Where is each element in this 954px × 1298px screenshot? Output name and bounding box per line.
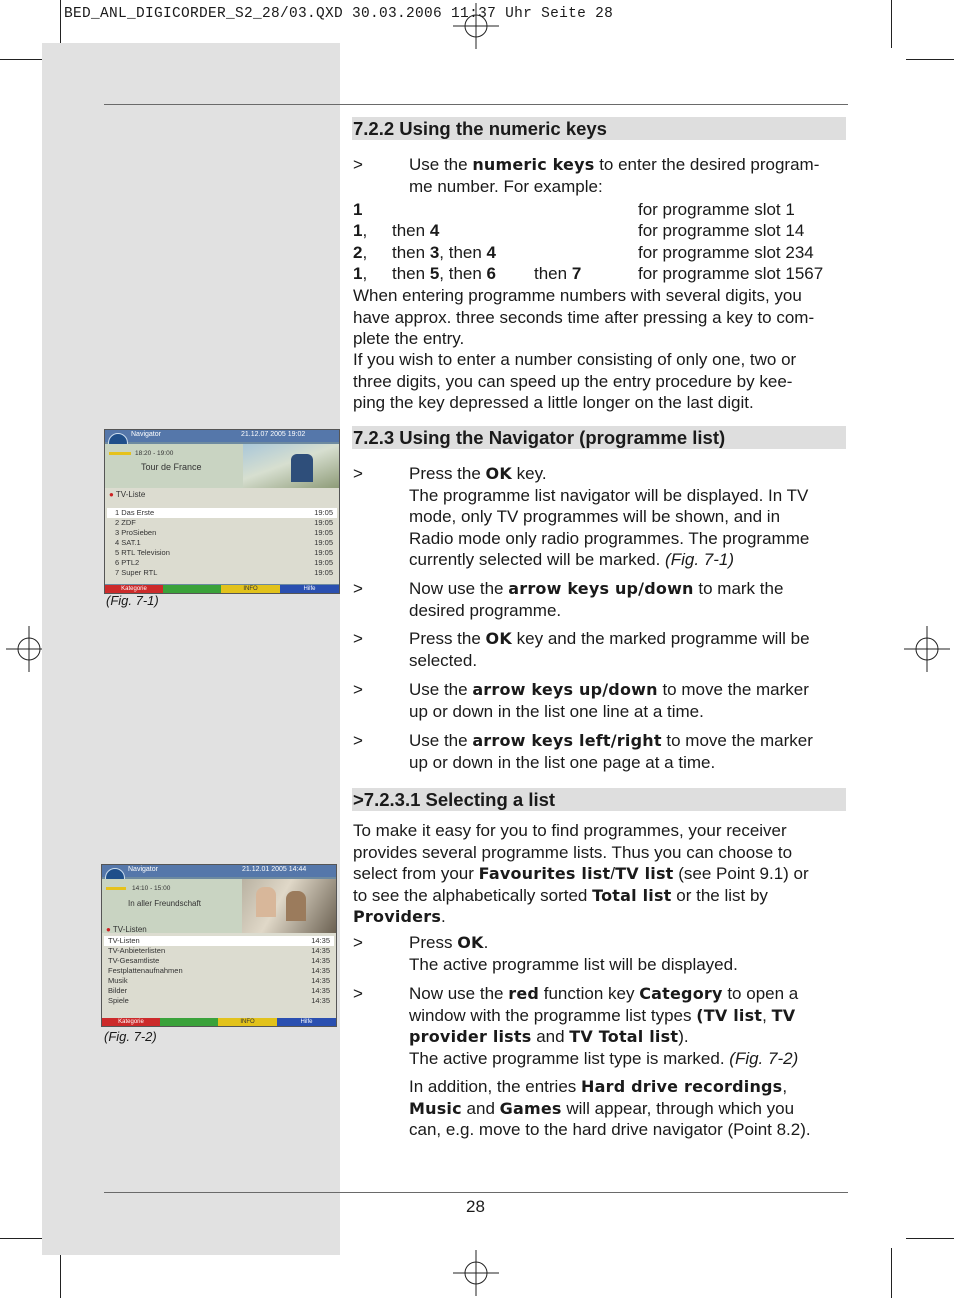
crop-mark [906,59,954,60]
fig1-time: 18:20 - 19:00 [135,450,174,457]
fig2-list-title: ● TV-Listen [106,925,147,934]
category-key-instruction: Now use the red function key Category to open a window with the programme list types (TV list, TV provider lists and TV Total list). The active programme list type is marked. (Fig. 7-2) [409,984,799,1068]
fig2-list-rows [104,936,334,1006]
fig1-list-rows [107,508,337,578]
list-item: Festplattenaufnahmen 14:35 [108,966,330,975]
example-row-4: 1, then 5, then 6 then 7 for programme slot 1567 [353,264,824,283]
fig1-header-bar [105,430,339,442]
list-item: 7 Super RTL 19:05 [115,568,333,577]
fig1-header: Navigator [131,431,161,438]
section-heading-navigator: 7.2.3 Using the Navigator (programme list) [352,426,846,449]
bullet: > [353,984,363,1003]
fig2-time: 14:10 - 15:00 [132,885,171,892]
crop-mark [891,1248,892,1298]
fig2-header: Navigator [128,866,158,873]
fig1-event: Tour de France [141,462,202,472]
list-item: TV-Listen 14:35 [104,936,334,946]
list-item: 4 SAT.1 19:05 [115,538,333,547]
bullet: > [353,680,363,699]
fig1-datetime: 21.12.07 2005 19:02 [241,431,306,438]
fig1-preview-image [243,444,339,488]
arrow-leftright-instruction: Use the arrow keys left/right to move the marker up or down in the list one page at a time. [409,731,813,772]
programme-lists-paragraph: To make it easy for you to find programmes, your receiver provides several programme lists. Thus you can choose to select from your Favourites list/TV list (see Point 9.1) or to see the alphabetically sorted Total list or the list by Providers. [353,821,809,926]
fig1-red-button: Kategorie [105,585,163,593]
list-item: Musik 14:35 [108,976,330,985]
fig1-yellow-button: INFO [221,585,280,593]
list-item: TV-Anbieterlisten 14:35 [108,946,330,955]
registration-mark-top [453,3,499,49]
fig2-list-panel [102,925,336,1018]
list-item: Spiele 14:35 [108,996,330,1005]
fig1-info-panel [105,444,243,488]
registration-mark-right [904,626,950,672]
bullet: > [353,579,363,598]
figure-7-1-caption: (Fig. 7-1) [106,593,159,608]
fig1-list-panel [105,488,339,584]
bullet: > [353,629,363,648]
fig2-preview-image [242,879,336,933]
figure-7-2-caption: (Fig. 7-2) [104,1029,157,1044]
bullet: > [353,933,363,952]
page-number: 28 [466,1197,485,1216]
bullet: > [353,155,363,174]
fig2-progress [106,887,126,890]
crop-mark [0,59,46,60]
top-rule [104,104,848,105]
fig2-red-button: Kategorie [102,1018,160,1026]
multi-digit-paragraph: When entering programme numbers with several digits, you have approx. three seconds time after pressing a key to com- plete the entry. [353,286,815,348]
list-item: 1 Das Erste 19:05 [107,508,337,518]
numeric-keys-instruction: Use the numeric keys to enter the desired program- me number. For example: [409,155,820,196]
list-item: 2 ZDF 19:05 [115,518,333,527]
crop-mark [906,1238,954,1239]
additional-entries-paragraph: In addition, the entries Hard drive recordings, Music and Games will appear, through which you can, e.g. move to the hard drive navigator (Point 8.2). [409,1077,811,1139]
bottom-rule [104,1192,848,1193]
fig2-yellow-button: INFO [218,1018,277,1026]
list-item: 3 ProSieben 19:05 [115,528,333,537]
print-slug: BED_ANL_DIGICORDER_S2_28/03.QXD 30.03.2006 11:37 Uhr Seite 28 [64,6,614,22]
margin-column [42,43,340,1255]
crop-mark [0,1238,46,1239]
fig1-progress [109,452,131,455]
press-ok-list-instruction: Press OK. The active programme list will be displayed. [409,933,738,974]
fig2-green-button [160,1018,218,1026]
press-ok-instruction: Press the OK key. The programme list navigator will be displayed. In TV mode, only TV programmes will be shown, and in Radio mode only radio programmes. The programme currently selected will be marked. (Fig. 7-1) [409,464,810,569]
fig2-header-bar [102,865,336,877]
fig2-blue-button: Hilfe [277,1018,336,1026]
fig2-datetime: 21.12.01 2005 14:44 [242,866,307,873]
fig1-blue-button: Hilfe [280,585,339,593]
crop-mark [60,1248,61,1298]
fig2-event: In aller Freundschaft [128,899,201,908]
fig1-list-title: ● TV-Liste [109,490,146,499]
bullet: > [353,731,363,750]
quick-entry-paragraph: If you wish to enter a number consisting of only one, two or three digits, you can speed up the entry procedure by kee- ping the key depressed a little longer on the last digit. [353,350,797,412]
list-item: 5 RTL Television 19:05 [115,548,333,557]
list-item: TV-Gesamtliste 14:35 [108,956,330,965]
example-row-3: 2, then 3, then 4 for programme slot 234 [353,243,814,262]
figure-7-2-screenshot [101,864,337,1027]
ok-select-instruction: Press the OK key and the marked programme will be selected. [409,629,810,670]
arrow-updown-move-instruction: Use the arrow keys up/down to move the marker up or down in the list one line at a time. [409,680,809,721]
figure-7-1-screenshot [104,429,340,594]
fig1-green-button [163,585,221,593]
registration-mark-bottom [453,1250,499,1296]
section-heading-selecting-list: >7.2.3.1 Selecting a list [352,788,846,811]
list-item: 6 PTL2 19:05 [115,558,333,567]
list-item: Bilder 14:35 [108,986,330,995]
bullet: > [353,464,363,483]
example-row-1: 1 for programme slot 1 [353,200,795,219]
crop-mark [60,0,61,48]
arrow-updown-mark-instruction: Now use the arrow keys up/down to mark the desired programme. [409,579,784,620]
section-heading-numeric-keys: 7.2.2 Using the numeric keys [352,117,846,140]
crop-mark [891,0,892,48]
example-row-2: 1, then 4 for programme slot 14 [353,221,805,240]
